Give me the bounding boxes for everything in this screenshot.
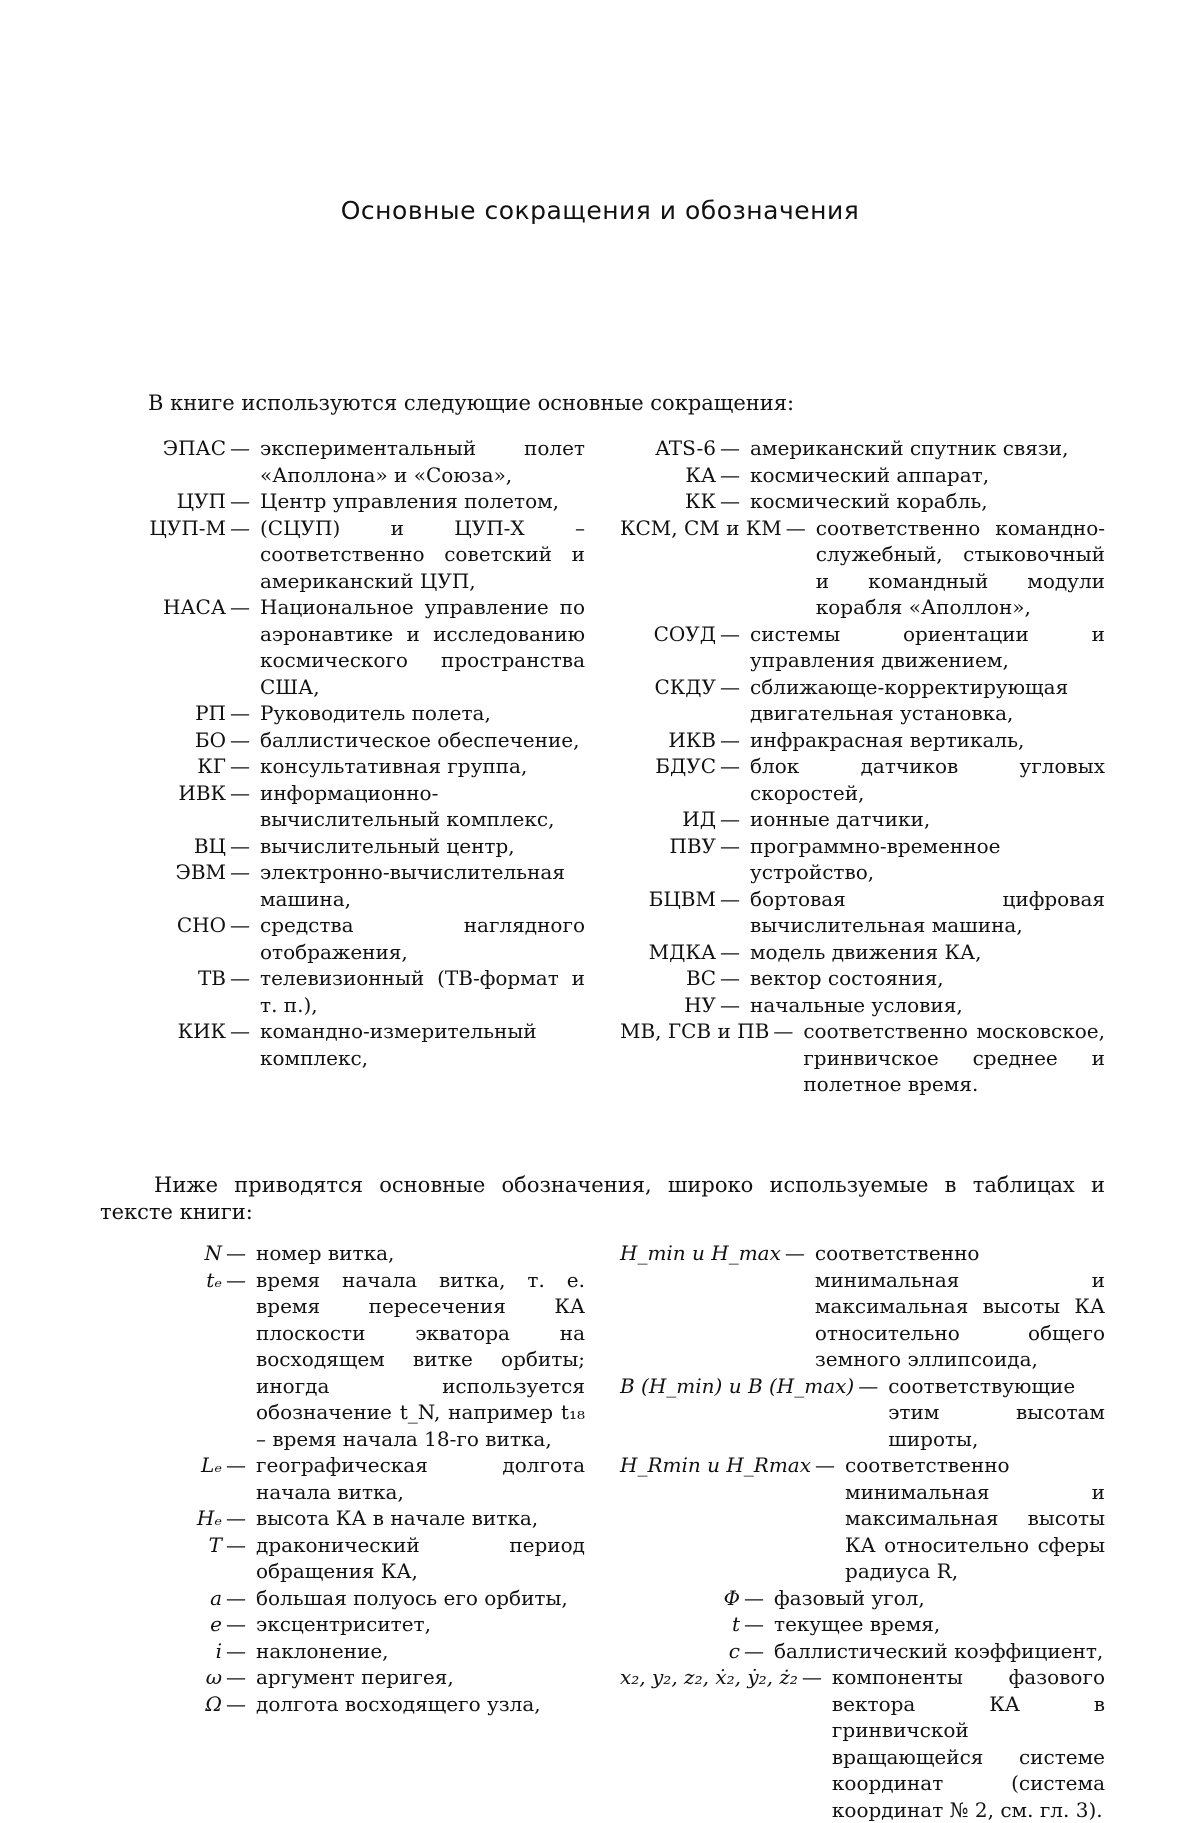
em-dash-separator: — bbox=[230, 727, 250, 752]
glossary-definition: соответственно московское, гринвичское среднее и полетное время. bbox=[803, 1019, 1105, 1096]
glossary-term: БДУС bbox=[655, 754, 716, 778]
glossary-definition: Национальное управление по аэронавтике и исследованию космического пространства США, bbox=[260, 595, 585, 699]
symbols-right-column bbox=[620, 1240, 1105, 1823]
glossary-entry bbox=[150, 1267, 585, 1453]
em-dash-separator: — bbox=[720, 992, 740, 1017]
glossary-definition: начальные условия, bbox=[750, 992, 963, 1017]
glossary-term: ИВК bbox=[178, 780, 226, 805]
glossary-definition: американский спутник связи, bbox=[750, 436, 1069, 460]
glossary-term: Lₑ bbox=[200, 1453, 222, 1477]
em-dash-separator: — bbox=[858, 1373, 879, 1398]
glossary-definition: Руководитель полета, bbox=[260, 701, 491, 725]
glossary-definition: космический корабль, bbox=[750, 489, 988, 513]
em-dash-separator: — bbox=[720, 462, 740, 487]
em-dash-separator: — bbox=[226, 1638, 246, 1663]
glossary-entry bbox=[100, 1018, 585, 1071]
glossary-definition: время начала витка, т. е. время пересечения КА плоскости экватора на восходящем витке орбиты; иногда используется обозначение t_N, например t₁₈ – время начала 18-го витка, bbox=[256, 1267, 585, 1451]
glossary-term: B (H_min) и B (H_max) bbox=[620, 1373, 855, 1398]
glossary-definition: инфракрасная вертикаль, bbox=[750, 727, 1025, 752]
glossary-definition: электронно-вычислительная машина, bbox=[260, 860, 565, 911]
glossary-term: КК bbox=[685, 489, 716, 513]
glossary-definition: баллистический коэффициент, bbox=[774, 1638, 1104, 1663]
em-dash-separator: — bbox=[226, 1532, 246, 1557]
em-dash-separator: — bbox=[226, 1691, 246, 1716]
glossary-definition: телевизионный (ТВ-формат и т. п.), bbox=[260, 966, 585, 1017]
glossary-term: БЦВМ bbox=[648, 886, 716, 911]
em-dash-separator: — bbox=[230, 754, 250, 778]
glossary-term: СКДУ bbox=[654, 674, 716, 699]
glossary-term: МВ, ГСВ и ПВ bbox=[620, 1019, 770, 1043]
glossary-term: ТВ bbox=[197, 966, 226, 990]
glossary-definition: вектор состояния, bbox=[750, 966, 944, 990]
glossary-term: Ω bbox=[205, 1691, 222, 1716]
glossary-term: T bbox=[208, 1532, 222, 1557]
em-dash-separator: — bbox=[230, 595, 250, 619]
glossary-definition: баллистическое обеспечение, bbox=[260, 727, 580, 752]
em-dash-separator: — bbox=[720, 966, 740, 990]
glossary-term: КСМ, СМ и КМ bbox=[620, 515, 782, 540]
glossary-term: СНО bbox=[176, 913, 226, 937]
glossary-entry bbox=[620, 1018, 1105, 1098]
glossary-entry bbox=[150, 1452, 585, 1505]
glossary-entry bbox=[620, 886, 1105, 939]
page-title: Основные сокращения и обозначения bbox=[340, 196, 860, 225]
symbols-intro: Ниже приводятся основные обозначения, широко используемые в таблицах и тексте книги: bbox=[100, 1173, 1105, 1224]
glossary-definition: аргумент перигея, bbox=[256, 1665, 454, 1689]
glossary-term: БО bbox=[194, 727, 226, 752]
glossary-entry bbox=[100, 700, 585, 727]
glossary-definition: соответственно минимальная и максимальная высоты КА относительно сферы радиуса R, bbox=[845, 1453, 1105, 1583]
em-dash-separator: — bbox=[720, 807, 740, 831]
glossary-definition: бортовая цифровая вычислительная машина, bbox=[750, 886, 1105, 937]
glossary-definition: драконический период обращения КА, bbox=[256, 1532, 585, 1583]
glossary-entry bbox=[620, 965, 1105, 992]
em-dash-separator: — bbox=[226, 1506, 246, 1530]
glossary-entry bbox=[620, 1585, 1105, 1612]
glossary-entry bbox=[620, 939, 1105, 966]
glossary-term: ATS-6 bbox=[655, 436, 716, 460]
abbreviations-left-column bbox=[100, 435, 585, 1071]
glossary-entry bbox=[620, 992, 1105, 1019]
glossary-entry bbox=[100, 727, 585, 754]
glossary-entry bbox=[620, 1611, 1105, 1638]
glossary-term: ЭВМ bbox=[175, 860, 226, 884]
glossary-definition: системы ориентации и управления движением, bbox=[750, 621, 1105, 672]
glossary-definition: (СЦУП) и ЦУП-Х – соответственно советский и американский ЦУП, bbox=[260, 515, 585, 593]
glossary-entry bbox=[100, 780, 585, 833]
em-dash-separator: — bbox=[226, 1585, 246, 1610]
em-dash-separator: — bbox=[230, 436, 250, 460]
glossary-definition: эксцентриситет, bbox=[256, 1612, 431, 1636]
em-dash-separator: — bbox=[230, 489, 250, 513]
glossary-term: НАСА bbox=[162, 595, 226, 619]
glossary-entry bbox=[620, 1373, 1105, 1453]
glossary-entry bbox=[620, 1240, 1105, 1373]
glossary-term: СОУД bbox=[653, 621, 716, 646]
em-dash-separator: — bbox=[230, 780, 250, 805]
em-dash-separator: — bbox=[785, 515, 806, 540]
em-dash-separator: — bbox=[720, 674, 740, 699]
em-dash-separator: — bbox=[815, 1453, 836, 1477]
glossary-term: НУ bbox=[684, 992, 716, 1017]
glossary-term: i bbox=[215, 1638, 222, 1663]
glossary-entry bbox=[620, 435, 1105, 462]
glossary-entry bbox=[150, 1691, 585, 1718]
em-dash-separator: — bbox=[230, 833, 250, 858]
em-dash-separator: — bbox=[230, 860, 250, 884]
glossary-definition: командно-измерительный комплекс, bbox=[260, 1019, 537, 1070]
glossary-definition: соответственно командно-служебный, стыковочный и командный модули корабля «Аполлон», bbox=[815, 515, 1105, 619]
glossary-entry bbox=[100, 594, 585, 700]
em-dash-separator: — bbox=[226, 1241, 246, 1265]
glossary-definition: наклонение, bbox=[256, 1638, 389, 1663]
glossary-definition: высота КА в начале витка, bbox=[256, 1506, 539, 1530]
glossary-term: tₑ bbox=[206, 1267, 222, 1292]
em-dash-separator: — bbox=[720, 754, 740, 778]
em-dash-separator: — bbox=[744, 1612, 764, 1636]
glossary-term: t bbox=[731, 1612, 740, 1636]
glossary-definition: экспериментальный полет «Аполлона» и «Союза», bbox=[260, 436, 585, 487]
glossary-definition: средства наглядного отображения, bbox=[260, 913, 585, 964]
glossary-term: Hₑ bbox=[196, 1506, 222, 1530]
glossary-term: КА bbox=[685, 462, 716, 487]
glossary-term: c bbox=[728, 1638, 740, 1663]
em-dash-separator: — bbox=[230, 913, 250, 937]
glossary-definition: соответствующие этим высотам широты, bbox=[888, 1373, 1105, 1451]
glossary-entry bbox=[150, 1638, 585, 1665]
glossary-entry bbox=[620, 753, 1105, 806]
glossary-entry bbox=[620, 1638, 1105, 1665]
glossary-entry bbox=[620, 833, 1105, 886]
glossary-term: КИК bbox=[177, 1019, 226, 1043]
em-dash-separator: — bbox=[720, 436, 740, 460]
glossary-entry bbox=[620, 727, 1105, 754]
glossary-entry bbox=[100, 859, 585, 912]
glossary-entry bbox=[100, 753, 585, 780]
glossary-definition: долгота восходящего узла, bbox=[256, 1691, 541, 1716]
glossary-entry bbox=[100, 435, 585, 488]
glossary-entry bbox=[100, 833, 585, 860]
em-dash-separator: — bbox=[720, 621, 740, 646]
glossary-term: H_min и H_max bbox=[620, 1241, 781, 1265]
em-dash-separator: — bbox=[226, 1453, 246, 1477]
abbreviations-intro: В книге используются следующие основные сокращения: bbox=[148, 391, 795, 415]
glossary-term: ПВУ bbox=[669, 833, 716, 858]
glossary-definition: информационно-вычислительный комплекс, bbox=[260, 780, 555, 831]
glossary-definition: вычислительный центр, bbox=[260, 833, 515, 858]
em-dash-separator: — bbox=[720, 833, 740, 858]
glossary-term: МДКА bbox=[648, 939, 716, 964]
glossary-term: H_Rmin и H_Rmax bbox=[620, 1453, 812, 1477]
glossary-term: Φ bbox=[723, 1585, 740, 1610]
em-dash-separator: — bbox=[226, 1665, 246, 1689]
em-dash-separator: — bbox=[720, 886, 740, 911]
glossary-term: ЭПАС bbox=[162, 436, 226, 460]
glossary-entry bbox=[150, 1611, 585, 1638]
glossary-definition: модель движения КА, bbox=[750, 939, 982, 964]
glossary-entry bbox=[150, 1532, 585, 1585]
glossary-definition: географическая долгота начала витка, bbox=[256, 1453, 585, 1504]
symbols-left-column bbox=[150, 1240, 585, 1717]
glossary-entry bbox=[150, 1585, 585, 1612]
em-dash-separator: — bbox=[230, 1019, 250, 1043]
em-dash-separator: — bbox=[230, 701, 250, 725]
glossary-entry bbox=[620, 1452, 1105, 1585]
glossary-term: КГ bbox=[197, 754, 226, 778]
glossary-entry bbox=[150, 1505, 585, 1532]
glossary-entry bbox=[150, 1240, 585, 1267]
glossary-entry bbox=[100, 515, 585, 595]
glossary-term: РП bbox=[195, 701, 226, 725]
glossary-entry bbox=[620, 515, 1105, 621]
glossary-term: x₂, y₂, z₂, ẋ₂, ẏ₂, ż₂ bbox=[620, 1665, 798, 1689]
em-dash-separator: — bbox=[230, 515, 250, 540]
glossary-definition: соответственно минимальная и максимальная высоты КА относительно общего земного эллипсоида, bbox=[814, 1241, 1105, 1371]
glossary-entry bbox=[100, 488, 585, 515]
em-dash-separator: — bbox=[720, 939, 740, 964]
glossary-definition: номер витка, bbox=[256, 1241, 395, 1265]
glossary-entry bbox=[620, 806, 1105, 833]
glossary-entry bbox=[620, 621, 1105, 674]
em-dash-separator: — bbox=[801, 1665, 822, 1689]
glossary-definition: большая полуось его орбиты, bbox=[256, 1585, 568, 1610]
glossary-definition: космический аппарат, bbox=[750, 462, 990, 487]
glossary-definition: консультативная группа, bbox=[260, 754, 528, 778]
glossary-definition: компоненты фазового вектора КА в гринвичской вращающейся системе координат (система координат № 2, см. гл. 3). bbox=[831, 1665, 1105, 1822]
glossary-term: e bbox=[210, 1612, 222, 1636]
em-dash-separator: — bbox=[720, 489, 740, 513]
glossary-definition: текущее время, bbox=[774, 1612, 941, 1636]
glossary-term: ИКВ bbox=[668, 727, 716, 752]
glossary-term: ЦУП bbox=[176, 489, 226, 513]
glossary-definition: Центр управления полетом, bbox=[260, 489, 560, 513]
glossary-term: N bbox=[204, 1241, 222, 1265]
glossary-definition: ионные датчики, bbox=[750, 807, 931, 831]
glossary-definition: фазовый угол, bbox=[774, 1585, 925, 1610]
glossary-definition: программно-временное устройство, bbox=[750, 833, 1001, 884]
em-dash-separator: — bbox=[226, 1267, 246, 1292]
em-dash-separator: — bbox=[784, 1241, 805, 1265]
glossary-entry bbox=[620, 674, 1105, 727]
glossary-term: ИД bbox=[682, 807, 716, 831]
glossary-term: a bbox=[210, 1585, 222, 1610]
abbreviations-right-column bbox=[620, 435, 1105, 1098]
em-dash-separator: — bbox=[744, 1638, 764, 1663]
glossary-entry bbox=[620, 1664, 1105, 1823]
em-dash-separator: — bbox=[720, 727, 740, 752]
glossary-definition: сближающе-корректирующая двигательная установка, bbox=[750, 674, 1069, 725]
glossary-entry bbox=[620, 462, 1105, 489]
glossary-term: ω bbox=[205, 1665, 222, 1689]
glossary-entry bbox=[150, 1664, 585, 1691]
glossary-entry bbox=[100, 965, 585, 1018]
glossary-term: ВС bbox=[686, 966, 716, 990]
em-dash-separator: — bbox=[226, 1612, 246, 1636]
em-dash-separator: — bbox=[744, 1585, 764, 1610]
glossary-entry bbox=[100, 912, 585, 965]
glossary-entry bbox=[620, 488, 1105, 515]
glossary-term: ЦУП-М bbox=[149, 515, 226, 540]
em-dash-separator: — bbox=[230, 966, 250, 990]
glossary-term: ВЦ bbox=[193, 833, 226, 858]
glossary-definition: блок датчиков угловых скоростей, bbox=[750, 754, 1105, 805]
em-dash-separator: — bbox=[773, 1019, 794, 1043]
